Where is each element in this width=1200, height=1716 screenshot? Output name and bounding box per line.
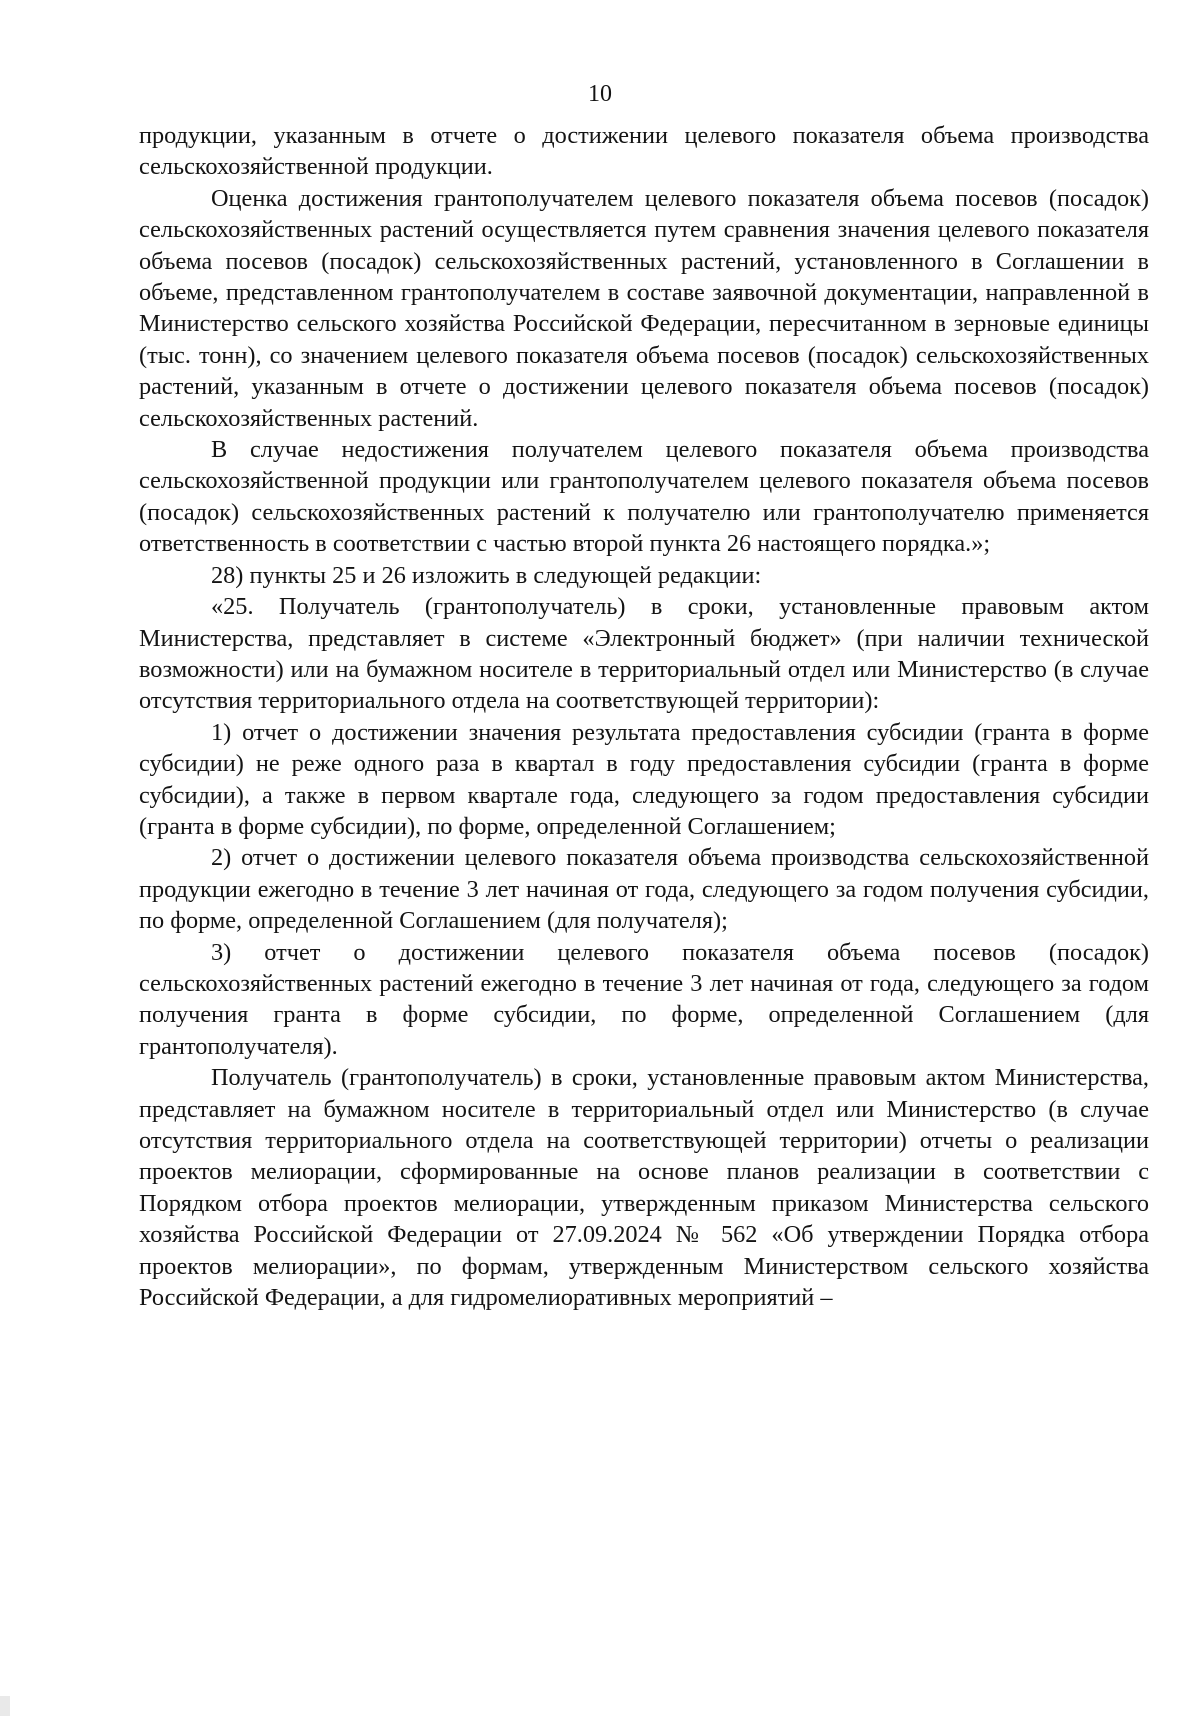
paragraph-melioration-reports: Получатель (грантополучатель) в сроки, установленные правовым актом Министерства, представляет на бумажном носителе в территориальный отдел или Министерство (в случае отсутствия территориального отдела на соответствующей территории) отчеты о реализации проектов мелиорации, сформированные на основе планов реализации в соответствии с Порядком отбора проектов мелиорации, утвержденным приказом Министерства сельского хозяйства Российской Федерации от 27.09.2024 № 562 «Об утверждении Порядка отбора проектов мелиорации», по формам, утвержденным Министерством сельского хозяйства Российской Федерации, а для гидромелиоративных мероприятий –	[139, 1064, 1149, 1312]
document-body	[139, 120, 1149, 1313]
paragraph-continuation: продукции, указанным в отчете о достижении целевого показателя объема производства сельскохозяйственной продукции.	[139, 122, 1149, 181]
paragraph-item-28: 28) пункты 25 и 26 изложить в следующей редакции:	[211, 561, 762, 589]
paragraph-non-achievement: В случае недостижения получателем целевого показателя объема производства сельскохозяйственной продукции или грантополучателем целевого показателя объема посевов (посадок) сельскохозяйственных растений к получателю или грантополучателю применяется ответственность в соответствии с частью второй пункта 26 настоящего порядка.»;	[139, 436, 1149, 558]
paragraph-assessment: Оценка достижения грантополучателем целевого показателя объема посевов (посадок) сельскохозяйственных растений осуществляется путем сравнения значения целевого показателя объема посевов (посадок) сельскохозяйственных растений, установленного в Соглашении в объеме, представленном грантополучателем в составе заявочной документации, направленной в Министерство сельского хозяйства Российской Федерации, пересчитанном в зерновые единицы (тыс. тонн), со значением целевого показателя объема посевов (посадок) сельскохозяйственных растений, указанным в отчете о достижении целевого показателя объема посевов (посадок) сельскохозяйственных растений.	[139, 184, 1149, 432]
list-item-2: 2) отчет о достижении целевого показателя объема производства сельскохозяйственной продукции ежегодно в течение 3 лет начиная от года, следующего за годом получения субсидии, по форме, определенной Соглашением (для получателя);	[139, 844, 1149, 935]
list-item-1: 1) отчет о достижении значения результата предоставления субсидии (гранта в форме субсидии) не реже одного раза в квартал в году предоставления субсидии (гранта в форме субсидии), а также в первом квартале года, следующего за годом предоставления субсидии (гранта в форме субсидии), по форме, определенной Соглашением;	[139, 718, 1149, 840]
list-item-3: 3) отчет о достижении целевого показателя объема посевов (посадок) сельскохозяйственных растений ежегодно в течение 3 лет начиная от года, следующего за годом получения гранта в форме субсидии, по форме, определенной Соглашением (для грантополучателя).	[139, 938, 1149, 1060]
paragraph-clause-25: «25. Получатель (грантополучатель) в сроки, установленные правовым актом Министерства, представляет в системе «Электронный бюджет» (при наличии технической возможности) или на бумажном носителе в территориальный отдел или Министерство (в случае отсутствия территориального отдела на соответствующей территории):	[139, 593, 1149, 715]
scan-edge-mark	[0, 1696, 10, 1716]
page-number: 10	[588, 81, 612, 107]
